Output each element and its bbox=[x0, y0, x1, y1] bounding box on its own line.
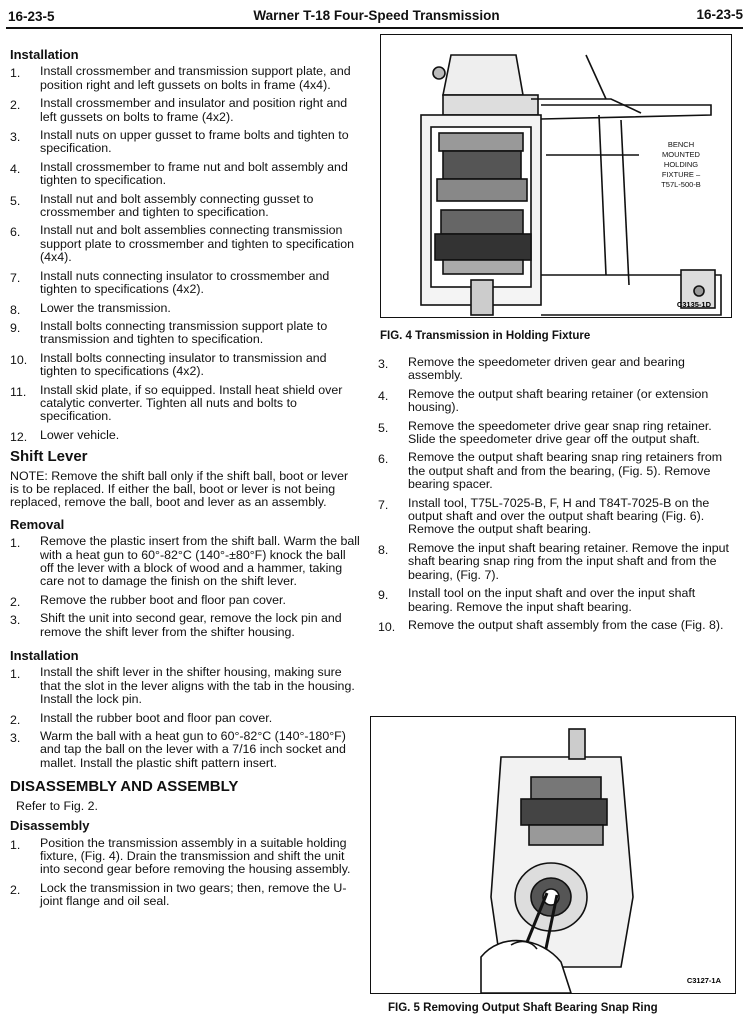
figure-5-code: C3127-1A bbox=[686, 976, 721, 985]
installation-step bbox=[10, 193, 360, 220]
installation2-heading: Installation bbox=[10, 648, 79, 664]
step-text: Remove the output shaft bearing snap ring retainers from the output shaft and from the bearing, (Fig. 5). Remove bearing spacer. bbox=[408, 450, 723, 492]
fixture-label-line: MOUNTED bbox=[662, 150, 700, 159]
step-number: 6. bbox=[10, 225, 21, 240]
step-number: 10. bbox=[10, 352, 28, 367]
step-number: 7. bbox=[10, 270, 21, 285]
left-column bbox=[10, 48, 360, 909]
installation-step bbox=[10, 320, 360, 347]
transmission-fixture-illustration bbox=[381, 35, 731, 317]
disassembly-step bbox=[378, 587, 730, 614]
step-number: 1. bbox=[10, 536, 21, 551]
step-text: Remove the speedometer driven gear and bearing assembly. bbox=[408, 355, 685, 383]
installation-step bbox=[10, 161, 360, 188]
disassembly-steps bbox=[10, 837, 360, 909]
removal-step bbox=[10, 535, 360, 589]
step-number: 3. bbox=[10, 731, 21, 746]
step-number: 10. bbox=[378, 619, 396, 634]
snap-ring-removal-illustration bbox=[371, 717, 735, 993]
removal-step bbox=[10, 594, 360, 607]
step-text: Install tool on the input shaft and over the input shaft bearing. Remove the input shaft bearing. bbox=[408, 586, 696, 614]
step-number: 3. bbox=[10, 613, 21, 628]
installation2-step bbox=[10, 666, 360, 706]
fixture-label-line: T57L-500-B bbox=[661, 180, 701, 189]
disassembly-assembly-heading: DISASSEMBLY AND ASSEMBLY bbox=[10, 778, 239, 796]
step-number: 12. bbox=[10, 429, 28, 444]
step-number: 8. bbox=[10, 302, 21, 317]
installation-step bbox=[10, 129, 360, 156]
fixture-label-line: FIXTURE – bbox=[661, 170, 701, 179]
disassembly-step bbox=[10, 882, 360, 909]
step-number: 2. bbox=[10, 594, 21, 609]
refer-text: Refer to Fig. 2. bbox=[16, 798, 98, 813]
step-number: 3. bbox=[378, 357, 389, 371]
disassembly-step bbox=[378, 619, 730, 632]
step-number: 5. bbox=[378, 420, 389, 435]
disassembly-step bbox=[378, 388, 730, 415]
removal-heading: Removal bbox=[10, 516, 65, 532]
step-text: Install bolts connecting insulator to transmission and tighten to specifications (4x2). bbox=[40, 350, 327, 379]
step-number: 4. bbox=[378, 388, 389, 403]
figure-4 bbox=[380, 34, 732, 318]
step-number: 11. bbox=[10, 384, 27, 399]
figure-4-caption: FIG. 4 Transmission in Holding Fixture bbox=[380, 330, 591, 342]
figure-5-caption: FIG. 5 Removing Output Shaft Bearing Snap Ring bbox=[388, 1002, 658, 1014]
step-text: Install crossmember to frame nut and bolt assembly and tighten to specification. bbox=[40, 159, 348, 188]
step-text: Install nut and bolt assemblies connecting transmission support plate to crossmember and tighten to specification (4x4). bbox=[40, 223, 355, 265]
installation-step bbox=[10, 65, 360, 92]
disassembly-heading: Disassembly bbox=[10, 818, 90, 834]
installation-step bbox=[10, 384, 360, 424]
step-number: 2. bbox=[10, 712, 21, 727]
step-number: 3. bbox=[10, 130, 21, 145]
removal-step bbox=[10, 612, 360, 639]
disassembly-step bbox=[378, 542, 730, 582]
step-text: Install crossmember and transmission support plate, and position right and left gussets on bolts in frame (4x4). bbox=[40, 64, 351, 92]
step-text: Warm the ball with a heat gun to 60°-82°C (140°-180°F) and tap the ball on the lever with a 7/16 inch socket and mallet. Install the plastic shift pattern insert. bbox=[40, 729, 346, 770]
figure-4-code: C3135-1D bbox=[676, 300, 711, 309]
disassembly-step bbox=[378, 497, 730, 537]
shift-lever-heading: Shift Lever bbox=[10, 448, 88, 466]
step-number: 2. bbox=[10, 98, 21, 113]
installation2-steps bbox=[10, 666, 360, 770]
step-text: Remove the output shaft assembly from the case (Fig. 8). bbox=[408, 617, 724, 632]
installation-step bbox=[10, 352, 360, 379]
step-number: 6. bbox=[378, 452, 389, 467]
step-number: 5. bbox=[10, 193, 21, 208]
step-text: Position the transmission assembly in a suitable holding fixture, (Fig. 4). Drain the transmission and shift the unit into second gear before removing the housing assembly. bbox=[40, 835, 351, 877]
step-number: 9. bbox=[10, 320, 21, 335]
step-number: 2. bbox=[10, 882, 21, 897]
disassembly-step bbox=[378, 451, 730, 491]
step-text: Install bolts connecting transmission support plate to transmission and tighten to specification. bbox=[40, 318, 328, 347]
step-text: Install the rubber boot and floor pan cover. bbox=[40, 710, 273, 725]
step-number: 8. bbox=[378, 542, 389, 557]
removal-steps bbox=[10, 535, 360, 639]
installation-step bbox=[10, 270, 360, 297]
disassembly-steps-continued bbox=[378, 356, 730, 632]
step-text: Remove the speedometer drive gear snap ring retainer. Slide the speedometer drive gear off the output shaft. bbox=[408, 418, 712, 447]
step-text: Install the shift lever in the shifter housing, making sure that the slot in the lever aligns with the tab in the housing. Install the lock pin. bbox=[40, 665, 355, 707]
figure-5 bbox=[370, 716, 736, 994]
step-text: Remove the input shaft bearing retainer. Remove the input shaft bearing snap ring from the input shaft and from the bearing, (Fig. 7). bbox=[408, 540, 729, 582]
step-text: Install nuts connecting insulator to crossmember and tighten to specifications (4x2). bbox=[40, 268, 330, 297]
installation-step bbox=[10, 224, 360, 264]
page-title: Warner T-18 Four-Speed Transmission bbox=[253, 8, 500, 23]
step-number: 1. bbox=[10, 66, 21, 81]
step-text: Install tool, T75L-7025-B, F, H and T84T-7025-B on the output shaft and over the output shaft bearing (Fig. 6). Remove the output shaft bearing. bbox=[408, 495, 710, 537]
step-text: Install skid plate, if so equipped. Install heat shield over catalytic converter. Tighten all nuts and bolts to specification. bbox=[40, 382, 343, 424]
disassembly-step bbox=[378, 420, 730, 447]
installation-step bbox=[10, 97, 360, 124]
step-text: Lock the transmission in two gears; then, remove the U-joint flange and oil seal. bbox=[40, 880, 347, 909]
page-header bbox=[6, 6, 747, 28]
step-text: Shift the unit into second gear, remove the lock pin and remove the shift lever from the shifter housing. bbox=[40, 611, 342, 639]
step-text: Install crossmember and insulator and position right and left gussets on bolts to frame (4x2). bbox=[40, 96, 348, 124]
step-text: Remove the rubber boot and floor pan cover. bbox=[40, 592, 286, 607]
step-number: 7. bbox=[378, 497, 389, 512]
installation-heading: Installation bbox=[10, 47, 79, 62]
installation-step bbox=[10, 302, 360, 315]
step-text: Install nuts on upper gusset to frame bolts and tighten to specification. bbox=[40, 128, 349, 156]
fixture-label-line: BENCH bbox=[667, 140, 695, 149]
step-number: 1. bbox=[10, 667, 21, 682]
page-number-right: 16-23-5 bbox=[696, 7, 743, 22]
installation2-step bbox=[10, 712, 360, 725]
step-text: Remove the plastic insert from the shift ball. Warm the ball with a heat gun to 60°-82°C (140°-±80°F) knock the ball off the lever with a block of wood and a hammer, taking care not to damage the finish on the shift lever. bbox=[40, 534, 360, 589]
step-text: Install nut and bolt assembly connecting gusset to crossmember and tighten to specification. bbox=[40, 191, 314, 220]
step-text: Lower vehicle. bbox=[40, 427, 120, 442]
step-text: Remove the output shaft bearing retainer (or extension housing). bbox=[408, 386, 709, 415]
note-text: NOTE: Remove the shift ball only if the shift ball, boot or lever is to be replaced. If either the ball, boot or lever is not being replaced, remove the ball, boot and lever as an assembly. bbox=[10, 468, 349, 510]
page-number-left: 16-23-5 bbox=[8, 9, 55, 24]
step-number: 9. bbox=[378, 588, 389, 603]
installation-step bbox=[10, 429, 360, 442]
right-column bbox=[378, 356, 730, 632]
disassembly-step bbox=[10, 837, 360, 877]
header-rule bbox=[6, 27, 743, 29]
fixture-label-line: HOLDING bbox=[663, 160, 699, 169]
installation2-step bbox=[10, 730, 360, 770]
step-number: 4. bbox=[10, 161, 21, 176]
disassembly-step bbox=[378, 356, 730, 383]
step-text: Lower the transmission. bbox=[40, 300, 171, 315]
step-number: 1. bbox=[10, 837, 21, 852]
installation-steps bbox=[10, 65, 360, 442]
